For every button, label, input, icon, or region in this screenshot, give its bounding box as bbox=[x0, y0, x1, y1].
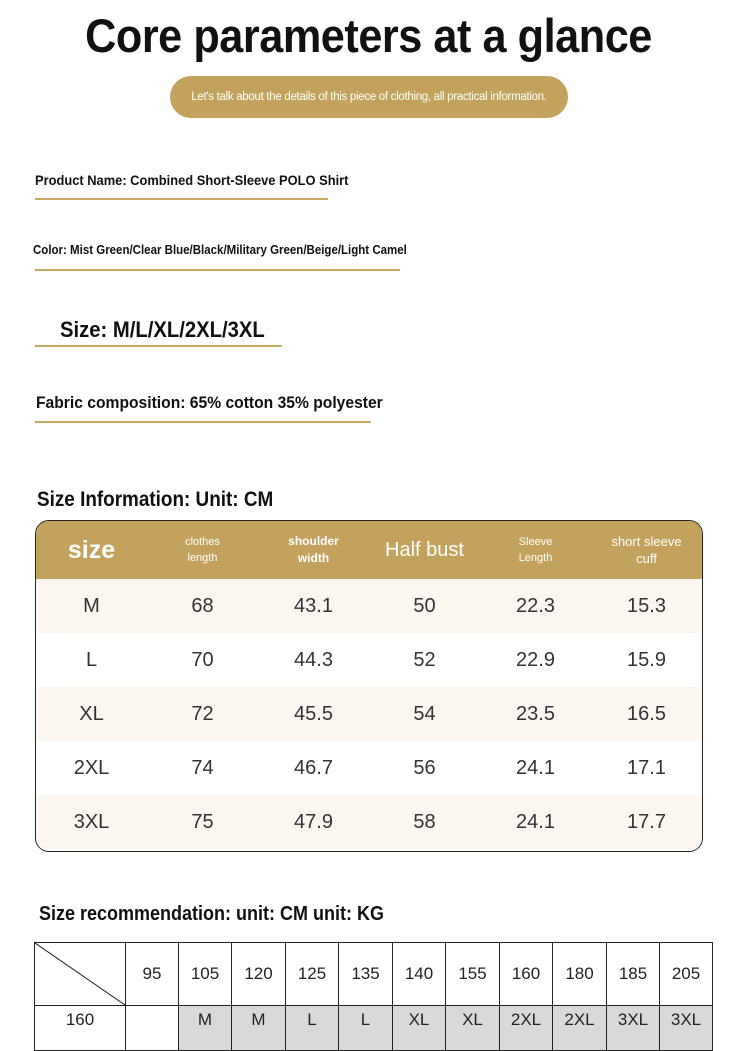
table-cell: 43.1 bbox=[294, 594, 333, 617]
size-info-title: Size Information: Unit: CM bbox=[37, 488, 274, 511]
size-list: Size: M/L/XL/2XL/3XL bbox=[60, 317, 265, 342]
weight-header: 135 bbox=[339, 943, 393, 1006]
table-cell: 58 bbox=[413, 810, 436, 833]
table-cell: 46.7 bbox=[294, 756, 333, 779]
divider bbox=[35, 198, 328, 200]
divider bbox=[35, 345, 282, 347]
header-line: cuff bbox=[636, 551, 657, 566]
table-row bbox=[36, 741, 702, 795]
table-cell: M bbox=[83, 594, 100, 617]
corner-cell bbox=[35, 943, 126, 1006]
weight-header: 105 bbox=[179, 943, 232, 1006]
header-line: Length bbox=[518, 552, 553, 564]
header-clothes-length bbox=[147, 521, 258, 579]
table-cell: 16.5 bbox=[627, 702, 666, 725]
header-line: length bbox=[187, 552, 218, 564]
diagonal-line bbox=[35, 943, 125, 1005]
table-cell: 50 bbox=[413, 594, 436, 617]
table-cell: 15.3 bbox=[627, 594, 666, 617]
table-cell: 52 bbox=[413, 648, 436, 671]
table-row bbox=[36, 687, 702, 741]
table-cell: 54 bbox=[413, 702, 436, 725]
size-cell: 3XL bbox=[607, 1006, 660, 1051]
table-cell: 75 bbox=[191, 810, 214, 833]
header-size: size bbox=[67, 535, 116, 564]
size-table-header bbox=[36, 521, 702, 579]
table-row bbox=[36, 579, 702, 633]
divider bbox=[35, 421, 371, 423]
size-recommendation-title: Size recommendation: unit: CM unit: KG bbox=[39, 903, 385, 925]
header-cuff bbox=[591, 521, 702, 579]
header-line: Sleeve bbox=[518, 536, 553, 548]
header-line: shoulder bbox=[288, 534, 339, 548]
size-cell: 3XL bbox=[660, 1006, 713, 1051]
size-cell bbox=[126, 1006, 179, 1051]
header-line: short sleeve bbox=[611, 534, 682, 549]
table-cell: XL bbox=[79, 702, 104, 725]
table-cell: 72 bbox=[191, 702, 214, 725]
weight-header: 205 bbox=[660, 943, 713, 1006]
table-cell: 22.9 bbox=[516, 648, 555, 671]
size-table bbox=[35, 520, 703, 852]
table-cell: 24.1 bbox=[516, 756, 555, 779]
divider bbox=[35, 269, 400, 271]
table-cell: 74 bbox=[191, 756, 214, 779]
table-cell: 70 bbox=[191, 648, 214, 671]
size-recommendation-table bbox=[34, 942, 713, 1051]
weight-header: 160 bbox=[500, 943, 553, 1006]
header-sleeve-length bbox=[480, 521, 591, 579]
table-cell: 23.5 bbox=[516, 702, 555, 725]
table-cell: 2XL bbox=[73, 756, 110, 779]
table-row bbox=[35, 1006, 713, 1051]
table-cell: 22.3 bbox=[516, 594, 555, 617]
size-cell: L bbox=[286, 1006, 339, 1051]
table-row bbox=[36, 633, 702, 687]
table-cell: 45.5 bbox=[294, 702, 333, 725]
weight-header: 155 bbox=[446, 943, 500, 1006]
header-line: width bbox=[297, 551, 330, 565]
table-cell: 47.9 bbox=[294, 810, 333, 833]
size-cell: M bbox=[232, 1006, 286, 1051]
size-cell: XL bbox=[446, 1006, 500, 1051]
weight-header: 180 bbox=[553, 943, 607, 1006]
header-shoulder-width bbox=[258, 521, 369, 579]
subtitle-banner: Let's talk about the details of this piece of clothing, all practical information. bbox=[170, 76, 568, 118]
header-line: clothes bbox=[185, 536, 220, 548]
fabric-composition: Fabric composition: 65% cotton 35% polyester bbox=[36, 393, 383, 412]
weight-header: 95 bbox=[126, 943, 179, 1006]
table-cell: 17.1 bbox=[627, 756, 666, 779]
size-cell: XL bbox=[393, 1006, 446, 1051]
table-cell: 68 bbox=[191, 594, 214, 617]
size-cell: M bbox=[179, 1006, 232, 1051]
table-cell: 3XL bbox=[73, 810, 110, 833]
table-cell: 56 bbox=[413, 756, 436, 779]
product-name: Product Name: Combined Short-Sleeve POLO Shirt bbox=[35, 172, 349, 188]
table-row bbox=[36, 795, 702, 849]
weight-header: 140 bbox=[393, 943, 446, 1006]
header-half-bust: Half bust bbox=[385, 538, 464, 561]
size-cell: 2XL bbox=[553, 1006, 607, 1051]
page-title: Core parameters at a glance bbox=[85, 9, 652, 62]
height-label: 160 bbox=[35, 1006, 126, 1051]
table-cell: 15.9 bbox=[627, 648, 666, 671]
table-cell: 24.1 bbox=[516, 810, 555, 833]
table-row bbox=[35, 943, 713, 1006]
table-cell: 44.3 bbox=[294, 648, 333, 671]
table-cell: 17.7 bbox=[627, 810, 666, 833]
weight-header: 185 bbox=[607, 943, 660, 1006]
weight-header: 120 bbox=[232, 943, 286, 1006]
size-cell: 2XL bbox=[500, 1006, 553, 1051]
size-cell: L bbox=[339, 1006, 393, 1051]
table-cell: L bbox=[85, 648, 98, 671]
weight-header: 125 bbox=[286, 943, 339, 1006]
size-table-body bbox=[36, 579, 702, 849]
color-list: Color: Mist Green/Clear Blue/Black/Military Green/Beige/Light Camel bbox=[33, 243, 407, 257]
